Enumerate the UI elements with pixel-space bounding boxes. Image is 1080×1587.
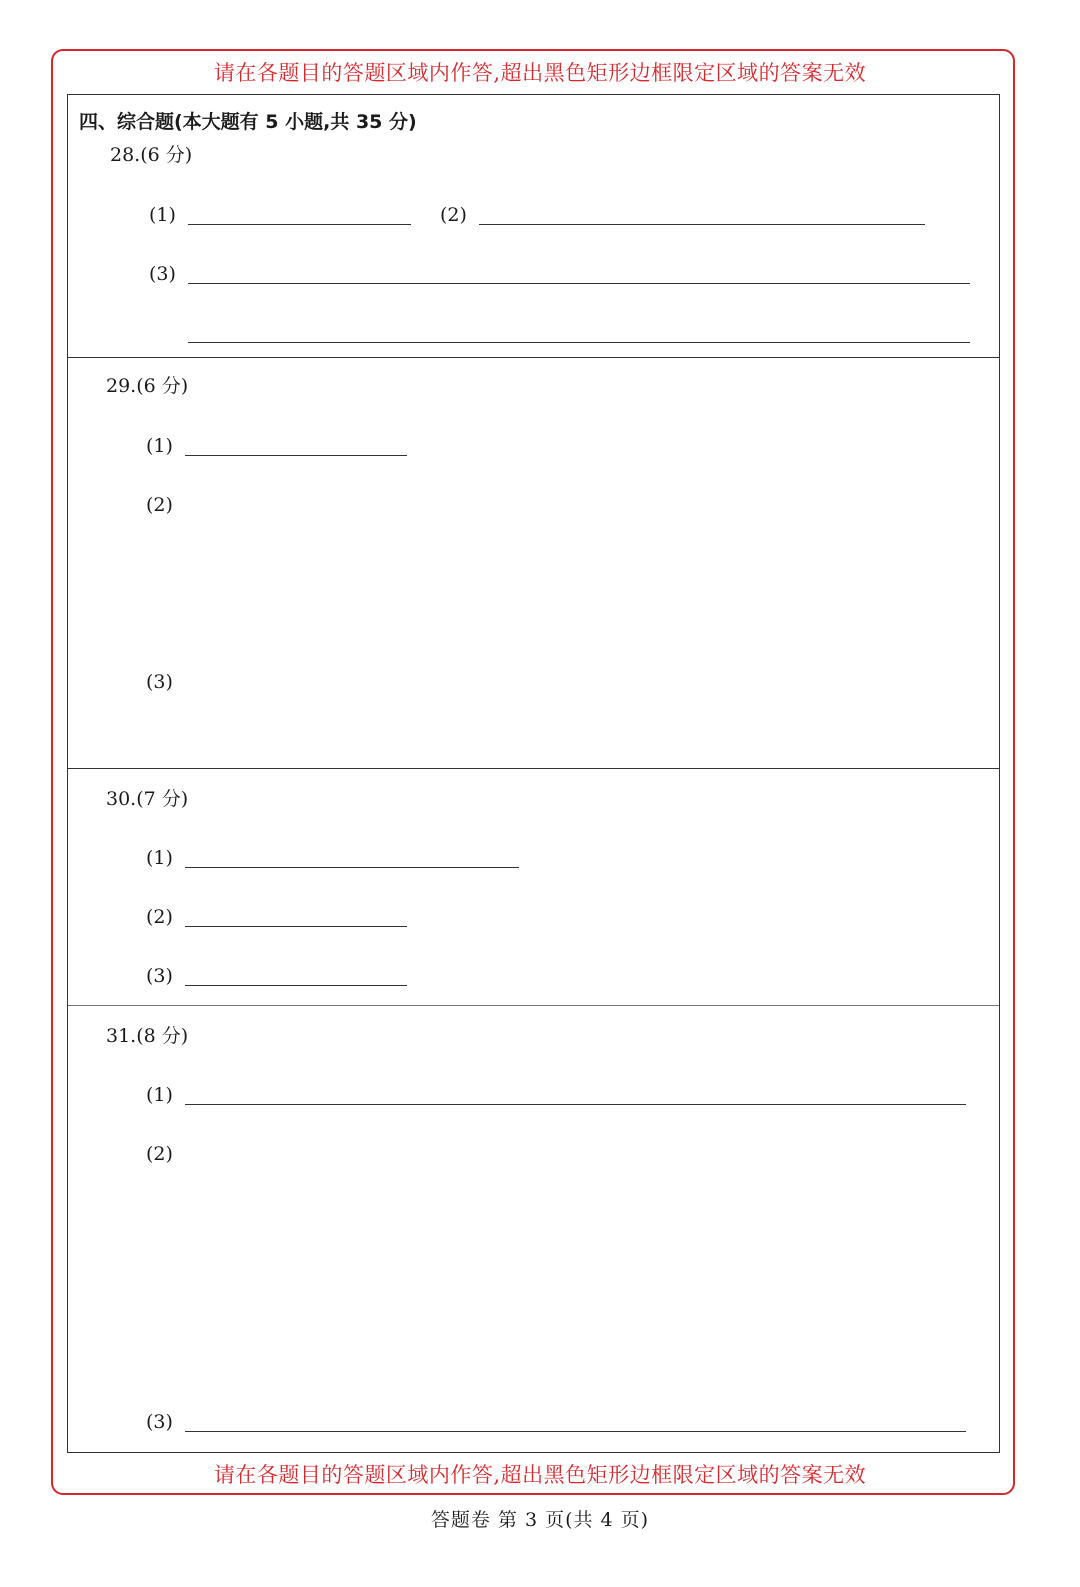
q28-part-3-answer-line-1[interactable]: [188, 283, 970, 284]
q30-part-3-label: (3): [146, 965, 173, 987]
q29-part-2-label: (2): [146, 494, 173, 516]
q30-part-1-answer-line[interactable]: [185, 867, 519, 868]
question-divider: [68, 768, 999, 769]
q31-part-3-answer-line[interactable]: [185, 1431, 966, 1432]
bottom-warning-text: 请在各题目的答题区域内作答,超出黑色矩形边框限定区域的答案无效: [213, 1463, 867, 1487]
question-29-number: 29.(6 分): [106, 375, 189, 397]
answer-box: [67, 94, 1000, 1453]
q29-part-1-label: (1): [146, 435, 173, 457]
q31-part-1-label: (1): [146, 1084, 173, 1106]
q28-part-2-label: (2): [440, 204, 467, 226]
page-footer: 答题卷 第 3 页(共 4 页): [430, 1509, 650, 1531]
question-31-number: 31.(8 分): [106, 1025, 189, 1047]
question-28-number: 28.(6 分): [110, 144, 193, 166]
q28-part-3-answer-line-2[interactable]: [188, 342, 970, 343]
q28-part-1-label: (1): [149, 204, 176, 226]
q31-part-3-label: (3): [146, 1411, 173, 1433]
q29-part-1-answer-line[interactable]: [185, 455, 407, 456]
question-divider: [68, 1005, 999, 1006]
q30-part-2-answer-line[interactable]: [185, 926, 407, 927]
q28-part-3-label: (3): [149, 263, 176, 285]
question-30-number: 30.(7 分): [106, 788, 189, 810]
q29-part-3-label: (3): [146, 671, 173, 693]
q30-part-3-answer-line[interactable]: [185, 985, 407, 986]
q30-part-2-label: (2): [146, 906, 173, 928]
question-divider: [68, 357, 999, 358]
section-heading: 四、综合题(本大题有 5 小题,共 35 分): [79, 111, 417, 133]
q28-part-2-answer-line[interactable]: [479, 224, 925, 225]
q31-part-2-label: (2): [146, 1143, 173, 1165]
top-warning-text: 请在各题目的答题区域内作答,超出黑色矩形边框限定区域的答案无效: [213, 61, 867, 85]
q30-part-1-label: (1): [146, 847, 173, 869]
q31-part-1-answer-line[interactable]: [185, 1104, 966, 1105]
q28-part-1-answer-line[interactable]: [188, 224, 411, 225]
